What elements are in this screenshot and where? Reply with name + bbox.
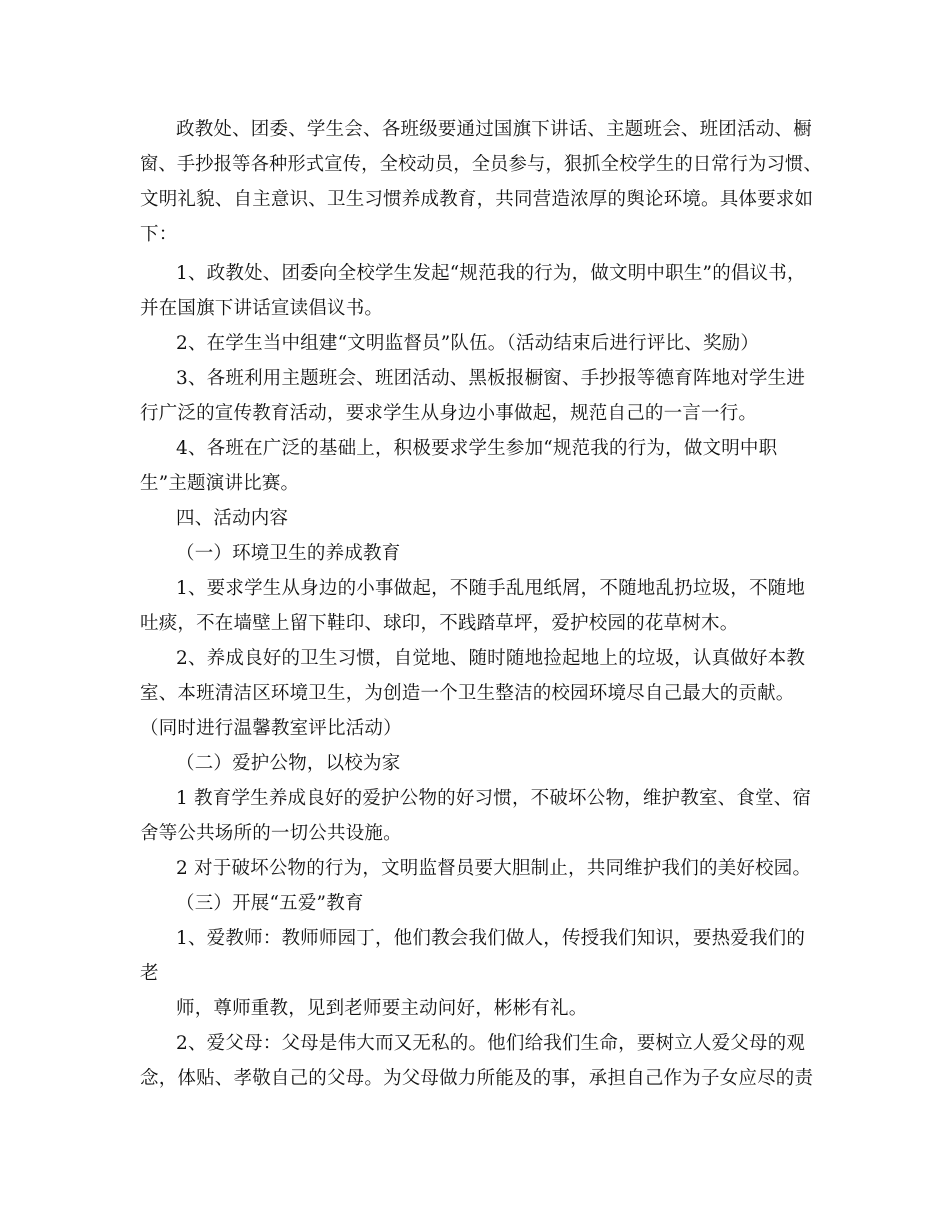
text-line: 3、各班利用主题班会、班团活动、黑板报橱窗、手抄报等德育阵地对学生进 (176, 368, 806, 389)
subsection-heading: （三）开展“五爱”教育 (176, 893, 364, 914)
text-line: 室、本班清洁区环境卫生，为创造一个卫生整洁的校园环境尽自己最大的贡献。 (140, 683, 795, 704)
subsection-heading: （二）爱护公物，以校为家 (176, 753, 401, 774)
text-line: 文明礼貌、自主意识、卫生习惯养成教育，共同营造浓厚的舆论环境。具体要求如 (140, 189, 814, 210)
text-line: 师，尊师重教，见到老师要主动问好，彬彬有礼。 (176, 998, 588, 1019)
text-line: 念，体贴、孝敬自己的父母。为父母做力所能及的事，承担自己作为子女应尽的责 (140, 1068, 814, 1089)
text-line: 下： (140, 224, 178, 245)
text-line: 2、爱父母：父母是伟大而又无私的。他们给我们生命，要树立人爱父母的观 (176, 1033, 806, 1054)
text-line: 老 (140, 963, 159, 984)
text-line: 2、在学生当中组建“文明监督员”队伍。（活动结束后进行评比、奖励） (176, 333, 760, 354)
text-line: 舍等公共场所的一切公共设施。 (140, 823, 402, 844)
text-line: （同时进行温馨教室评比活动） (140, 718, 402, 739)
text-line: 吐痰，不在墙壁上留下鞋印、球印，不践踏草坪，爱护校园的花草树木。 (140, 613, 739, 634)
text-line: 1、爱教师：教师师园丁，他们教会我们做人，传授我们知识，要热爱我们的 (176, 928, 806, 949)
text-line: 行广泛的宣传教育活动，要求学生从身边小事做起，规范自己的一言一行。 (140, 403, 758, 424)
text-line: 2、养成良好的卫生习惯，自觉地、随时随地捡起地上的垃圾，认真做好本教 (176, 648, 806, 669)
text-line: 1、政教处、团委向全校学生发起“规范我的行为，做文明中职生”的倡议书， (176, 263, 806, 284)
subsection-heading: （一）环境卫生的养成教育 (176, 543, 401, 564)
text-line: 并在国旗下讲话宣读倡议书。 (140, 298, 384, 319)
text-line: 生”主题演讲比赛。 (140, 473, 300, 494)
text-line: 1、要求学生从身边的小事做起，不随手乱甩纸屑，不随地乱扔垃圾，不随地 (176, 578, 806, 599)
text-line: 政教处、团委、学生会、各班级要通过国旗下讲话、主题班会、班团活动、橱 (176, 119, 812, 140)
text-line: 4、各班在广泛的基础上，积极要求学生参加“规范我的行为，做文明中职 (176, 438, 778, 459)
section-heading: 四、活动内容 (176, 508, 289, 529)
text-line: 窗、手抄报等各种形式宣传，全校动员，全员参与，狠抓全校学生的日常行为习惯、 (140, 154, 822, 175)
text-line: 1 教育学生养成良好的爱护公物的好习惯，不破坏公物，维护教室、食堂、宿 (176, 788, 812, 809)
text-line: 2 对于破坏公物的行为，文明监督员要大胆制止，共同维护我们的美好校园。 (176, 858, 812, 879)
